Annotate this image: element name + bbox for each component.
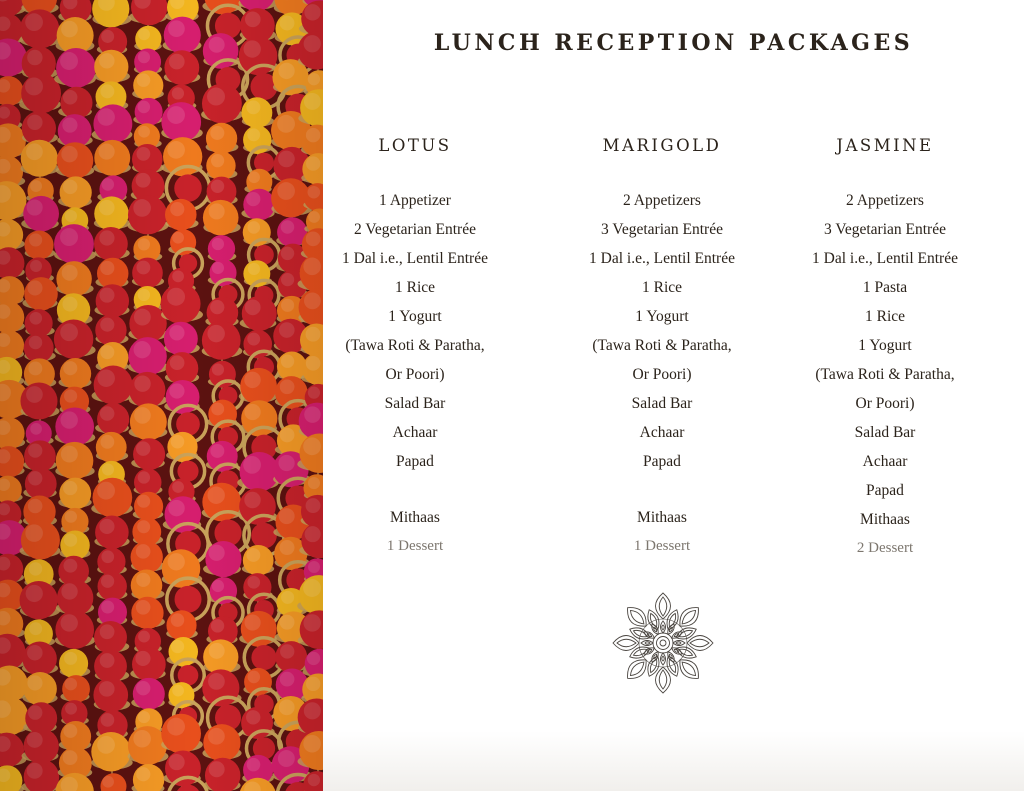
- menu-item: 2 Vegetarian Entrée: [354, 221, 476, 238]
- menu-item: 1 Yogurt: [388, 308, 442, 325]
- menu-item: 3 Vegetarian Entrée: [601, 221, 723, 238]
- menu-item: Or Poori): [385, 366, 445, 383]
- dessert-item: 1 Dessert: [386, 538, 444, 554]
- menu-item: 1 Yogurt: [858, 337, 912, 354]
- menu-item: 1 Dal i.e., Lentil Entrée: [589, 250, 735, 267]
- menu-item: 3 Vegetarian Entrée: [824, 221, 946, 238]
- mandala-icon: [611, 591, 715, 695]
- package-items: [790, 186, 980, 505]
- package-title: LOTUS: [378, 136, 452, 155]
- menu-item: Achaar: [392, 424, 438, 441]
- dessert-heading: Mithaas: [860, 511, 910, 528]
- menu-item: Salad Bar: [854, 424, 916, 441]
- menu-item: 1 Dal i.e., Lentil Entrée: [812, 250, 958, 267]
- menu-item: Achaar: [639, 424, 685, 441]
- menu-item: Or Poori): [855, 395, 915, 412]
- page-title: LUNCH RECEPTION PACKAGES: [433, 30, 914, 56]
- package-marigold: [567, 133, 757, 561]
- dessert-item: 1 Dessert: [633, 538, 691, 554]
- menu-item: Salad Bar: [631, 395, 693, 412]
- menu-item: 1 Rice: [394, 279, 436, 296]
- package-lotus: [320, 133, 510, 561]
- menu-item: (Tawa Roti & Paratha,: [592, 337, 732, 354]
- package-items: [320, 186, 510, 476]
- menu-item: (Tawa Roti & Paratha,: [815, 366, 955, 383]
- dessert-heading: Mithaas: [637, 509, 687, 526]
- menu-item: Papad: [643, 453, 681, 470]
- menu-item: Or Poori): [632, 366, 692, 383]
- menu-item: Achaar: [862, 453, 908, 470]
- menu-item: 2 Appetizers: [846, 192, 924, 209]
- spacer: [320, 476, 510, 503]
- menu-item: (Tawa Roti & Paratha,: [345, 337, 485, 354]
- package-title: JASMINE: [836, 136, 934, 155]
- menu-item: 1 Pasta: [862, 279, 908, 296]
- menu-item: 1 Rice: [641, 279, 683, 296]
- spacer: [567, 476, 757, 503]
- menu-item: 1 Yogurt: [635, 308, 689, 325]
- dessert-item: 2 Dessert: [856, 540, 914, 556]
- dessert-heading: Mithaas: [390, 509, 440, 526]
- garland-illustration: [0, 0, 323, 791]
- menu-item: Papad: [396, 453, 434, 470]
- menu-item: 1 Appetizer: [379, 192, 451, 209]
- menu-item: 1 Dal i.e., Lentil Entrée: [342, 250, 488, 267]
- menu-item: 1 Rice: [864, 308, 906, 325]
- menu-item: 2 Appetizers: [623, 192, 701, 209]
- packages-panel: [323, 0, 1024, 791]
- marigold-garland-photo: [0, 0, 323, 791]
- package-jasmine: [790, 133, 980, 563]
- package-title: MARIGOLD: [602, 136, 722, 155]
- menu-item: Salad Bar: [384, 395, 446, 412]
- package-items: [567, 186, 757, 476]
- menu-item: Papad: [866, 482, 904, 499]
